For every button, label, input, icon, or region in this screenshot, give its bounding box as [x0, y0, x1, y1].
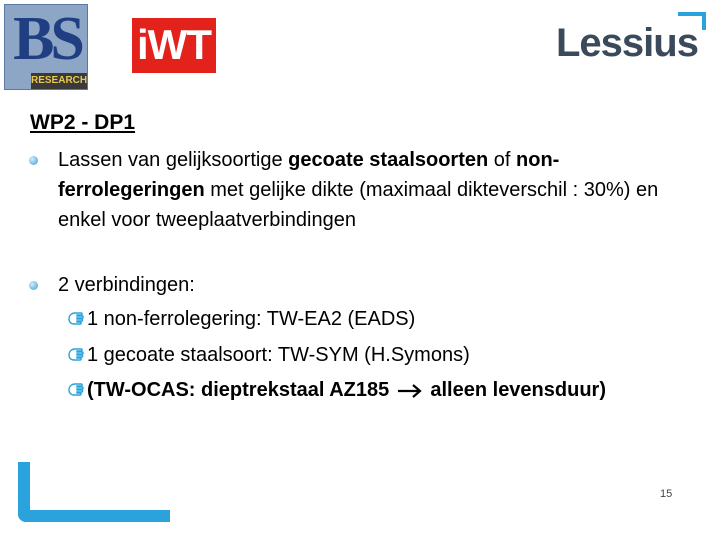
bs-logo-band: RESEARCH [31, 73, 87, 89]
bullet-dot-icon [29, 156, 38, 165]
right-arrow-icon [397, 384, 423, 398]
pointing-hand-icon [67, 381, 85, 399]
sub-item-1-text: 1 non-ferrolegering: TW-EA2 (EADS) [87, 308, 416, 330]
bullet-dot-icon [29, 281, 38, 290]
bullet-1-text: Lassen van gelijksoortige gecoate staalsoorten of non-ferrolegeringen met gelijke dikte (maximaal dikteverschil : 30%) en enkel voor tweeplaatverbindingen [58, 149, 659, 231]
iwt-logo [132, 18, 216, 73]
pointing-hand-icon [67, 346, 85, 364]
bullet-2-text: 2 verbindingen: [58, 274, 195, 296]
sub-item-3-text-a: (TW-OCAS: dieptrekstaal AZ185 [87, 379, 390, 401]
lessius-logo: Lessius [556, 21, 698, 65]
sub-item-2 [87, 340, 470, 370]
pointing-hand-icon [67, 310, 85, 328]
corner-bracket-decoration [18, 462, 170, 522]
iwt-logo-text: iWT [137, 21, 211, 68]
sub-item-2-text: 1 gecoate staalsoort: TW-SYM (H.Symons) [87, 344, 470, 366]
bs-research-logo [4, 4, 88, 90]
lessius-bracket-icon [678, 12, 706, 30]
slide-title: WP2 - DP1 [30, 111, 136, 134]
bs-logo-letters: BS [13, 5, 81, 73]
page-number: 15 [660, 488, 673, 500]
sub-item-1 [87, 304, 415, 334]
sub-item-3 [87, 375, 606, 405]
sub-item-3-text-b: alleen levensduur) [430, 379, 606, 401]
